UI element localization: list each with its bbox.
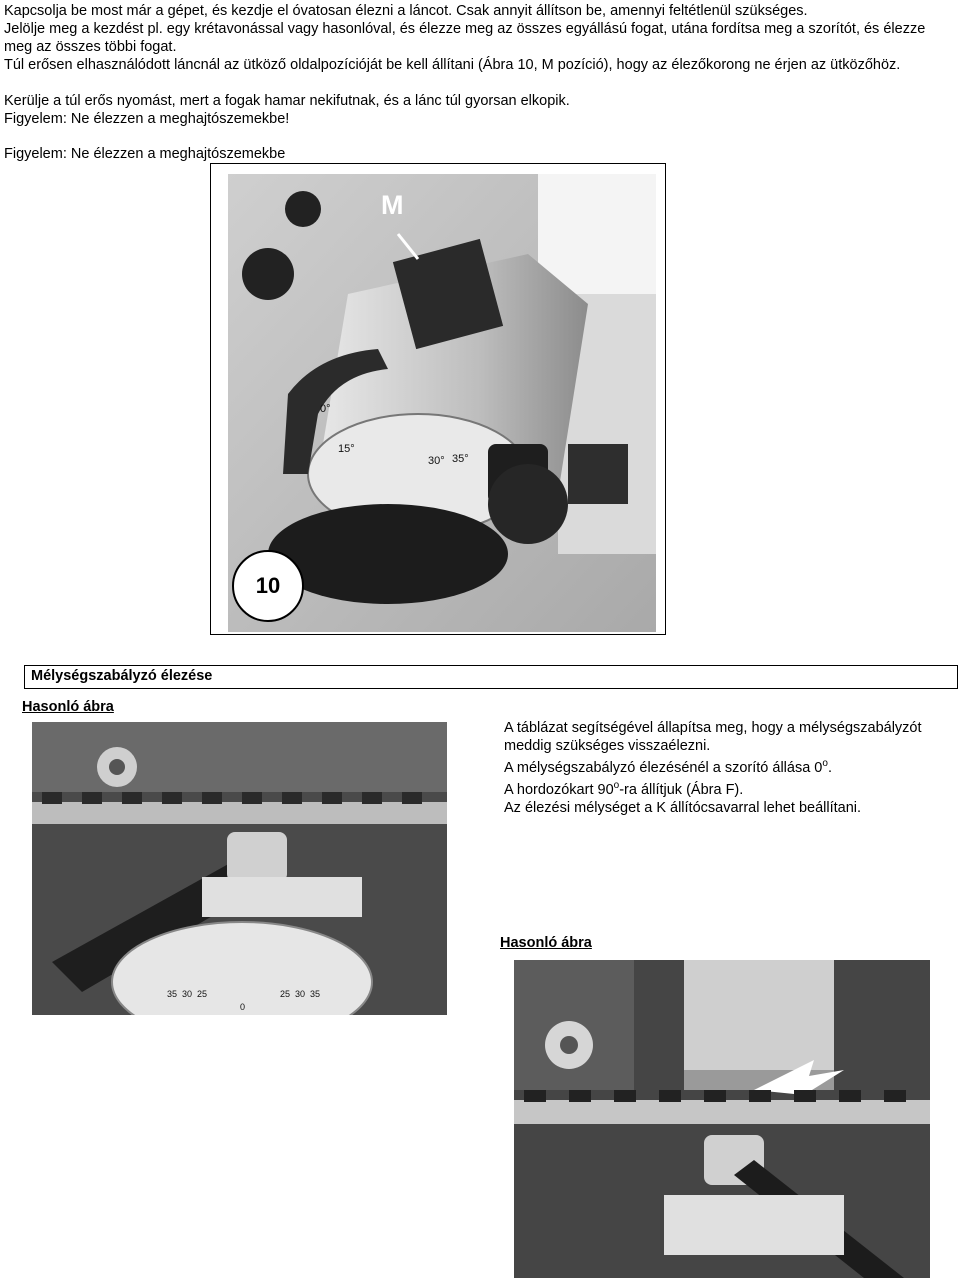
left-dial-label-35b: 35 bbox=[310, 989, 321, 999]
instruction-line-1: A táblázat segítségével állapítsa meg, hogy a mélységszabályzót meddig szükséges visszaélezni. bbox=[504, 720, 922, 754]
dial-label-0: 0° bbox=[320, 403, 331, 415]
section-title-box: Mélységszabályzó élezése bbox=[24, 665, 958, 689]
depth-gauge-instructions bbox=[504, 720, 944, 817]
instruction-line-2 bbox=[504, 755, 944, 777]
degree-symbol: o bbox=[822, 758, 828, 769]
left-dial-label-35a: 35 bbox=[167, 989, 178, 999]
intro-paragraph-3: Túl erősen elhasználódott láncnál az ütköző oldalpozícióját be kell állítani (Ábra 10, M pozíció), hogy az élezőkorong ne érjen az ütközőhöz. bbox=[4, 57, 901, 73]
dial-label-30: 30° bbox=[428, 455, 445, 467]
left-dial-label-25b: 25 bbox=[280, 989, 291, 999]
instruction-line-3 bbox=[504, 777, 944, 799]
intro-paragraph-1: Kapcsolja be most már a gépet, és kezdje el óvatosan élezni a láncot. Csak annyit állítson be, amennyi feltétlenül szükséges. bbox=[4, 3, 808, 19]
right-figure-caption: Hasonló ábra bbox=[500, 935, 592, 951]
dial-label-35: 35° bbox=[452, 453, 469, 465]
right-figure-photo bbox=[514, 960, 930, 1278]
figure-10-callout-m: M bbox=[381, 190, 404, 220]
dial-label-15: 15° bbox=[338, 443, 355, 455]
warning-heading: Figyelem: Ne élezzen a meghajtószemekbe bbox=[4, 146, 286, 162]
instruction-line-4: Az élezési mélységet a K állítócsavarral lehet beállítani. bbox=[504, 799, 862, 816]
left-dial-label-30b: 30 bbox=[295, 989, 306, 999]
left-dial-label-25a: 25 bbox=[197, 989, 208, 999]
left-dial-label-30a: 30 bbox=[182, 989, 193, 999]
intro-paragraph-4: Kerülje a túl erős nyomást, mert a fogak hamar nekifutnak, és a lánc túl gyorsan elkopik. bbox=[4, 93, 570, 109]
intro-paragraph-2: Jelölje meg a kezdést pl. egy krétavonással vagy hasonlóval, és élezze meg az összes egyállású fogat, utána fordítsa meg a szorítót, és élezze meg az összes többi fogat. bbox=[4, 21, 926, 55]
instruction-line-3-end: -ra állítjuk (Ábra F). bbox=[619, 782, 744, 799]
intro-paragraph-5: Figyelem: Ne élezzen a meghajtószemekbe! bbox=[4, 111, 290, 127]
left-dial-label-0: 0 bbox=[240, 1002, 246, 1012]
instruction-line-2-end: . bbox=[827, 759, 832, 776]
left-figure-photo bbox=[32, 722, 447, 1015]
instruction-line-3-text: A hordozókart 90 bbox=[504, 782, 614, 799]
figure-10-number-badge: 10 bbox=[232, 550, 304, 622]
left-figure-caption: Hasonló ábra bbox=[22, 699, 114, 715]
degree-symbol: o bbox=[613, 780, 620, 792]
instruction-line-2-text: A mélységszabályzó élezésénél a szorító állása 0 bbox=[504, 759, 823, 776]
